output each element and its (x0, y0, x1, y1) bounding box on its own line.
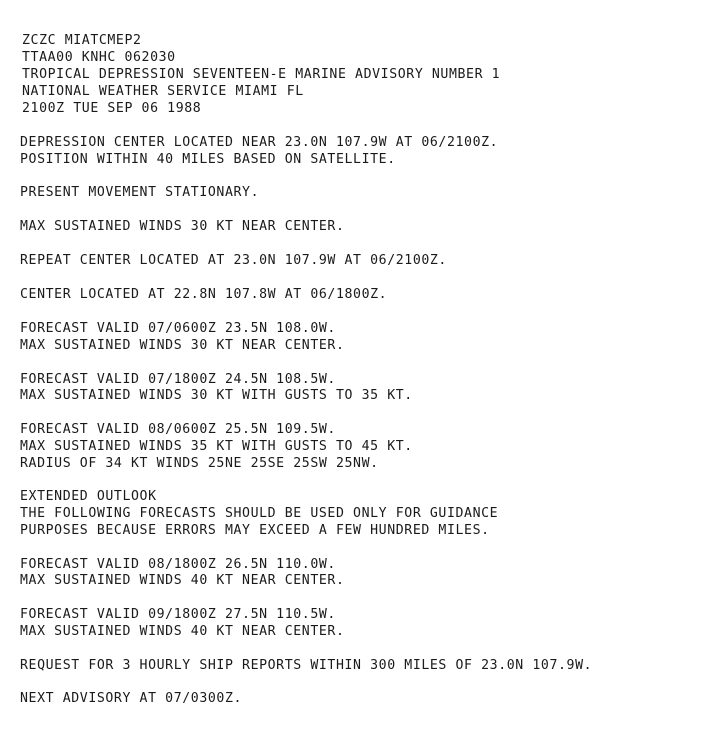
ship-report-request: REQUEST FOR 3 HOURLY SHIP REPORTS WITHIN 300 MILES OF 23.0N 107.9W. (20, 658, 593, 673)
next-advisory-line: NEXT ADVISORY AT 07/0300Z. (20, 691, 243, 706)
header-line-2: TTAA00 KNHC 062030 (22, 50, 176, 65)
previous-center-line: CENTER LOCATED AT 22.8N 107.8W AT 06/1800Z. (20, 287, 388, 302)
forecast-winds-line: MAX SUSTAINED WINDS 40 KT NEAR CENTER. (20, 573, 345, 588)
max-winds-line: MAX SUSTAINED WINDS 30 KT NEAR CENTER. (20, 219, 345, 234)
forecast-winds-line: MAX SUSTAINED WINDS 30 KT WITH GUSTS TO 35 KT. (20, 388, 413, 403)
header-line-1: ZCZC MIATCMEP2 (22, 33, 142, 48)
issuing-office: NATIONAL WEATHER SERVICE MIAMI FL (22, 84, 304, 99)
forecast-winds-line: MAX SUSTAINED WINDS 30 KT NEAR CENTER. (20, 338, 345, 353)
forecast-valid-line: FORECAST VALID 08/1800Z 26.5N 110.0W. (20, 557, 336, 572)
repeat-center-line: REPEAT CENTER LOCATED AT 23.0N 107.9W AT 06/2100Z. (20, 253, 447, 268)
position-accuracy-line: POSITION WITHIN 40 MILES BASED ON SATELLITE. (20, 152, 396, 167)
center-location-line: DEPRESSION CENTER LOCATED NEAR 23.0N 107.9W AT 06/2100Z. (20, 135, 499, 150)
forecast-winds-line: MAX SUSTAINED WINDS 40 KT NEAR CENTER. (20, 624, 345, 639)
issue-time: 2100Z TUE SEP 06 1988 (22, 101, 202, 116)
forecast-winds-line: MAX SUSTAINED WINDS 35 KT WITH GUSTS TO 45 KT. (20, 439, 413, 454)
forecast-valid-line: FORECAST VALID 08/0600Z 25.5N 109.5W. (20, 422, 336, 437)
movement-line: PRESENT MOVEMENT STATIONARY. (20, 185, 260, 200)
outlook-note-line-1: THE FOLLOWING FORECASTS SHOULD BE USED ONLY FOR GUIDANCE (20, 506, 499, 521)
advisory-title: TROPICAL DEPRESSION SEVENTEEN-E MARINE ADVISORY NUMBER 1 (22, 67, 501, 82)
forecast-valid-line: FORECAST VALID 09/1800Z 27.5N 110.5W. (20, 607, 336, 622)
wind-radius-line: RADIUS OF 34 KT WINDS 25NE 25SE 25SW 25NW. (20, 456, 379, 471)
forecast-valid-line: FORECAST VALID 07/0600Z 23.5N 108.0W. (20, 321, 336, 336)
outlook-heading: EXTENDED OUTLOOK (20, 489, 157, 504)
forecast-valid-line: FORECAST VALID 07/1800Z 24.5N 108.5W. (20, 372, 336, 387)
outlook-note-line-2: PURPOSES BECAUSE ERRORS MAY EXCEED A FEW HUNDRED MILES. (20, 523, 490, 538)
